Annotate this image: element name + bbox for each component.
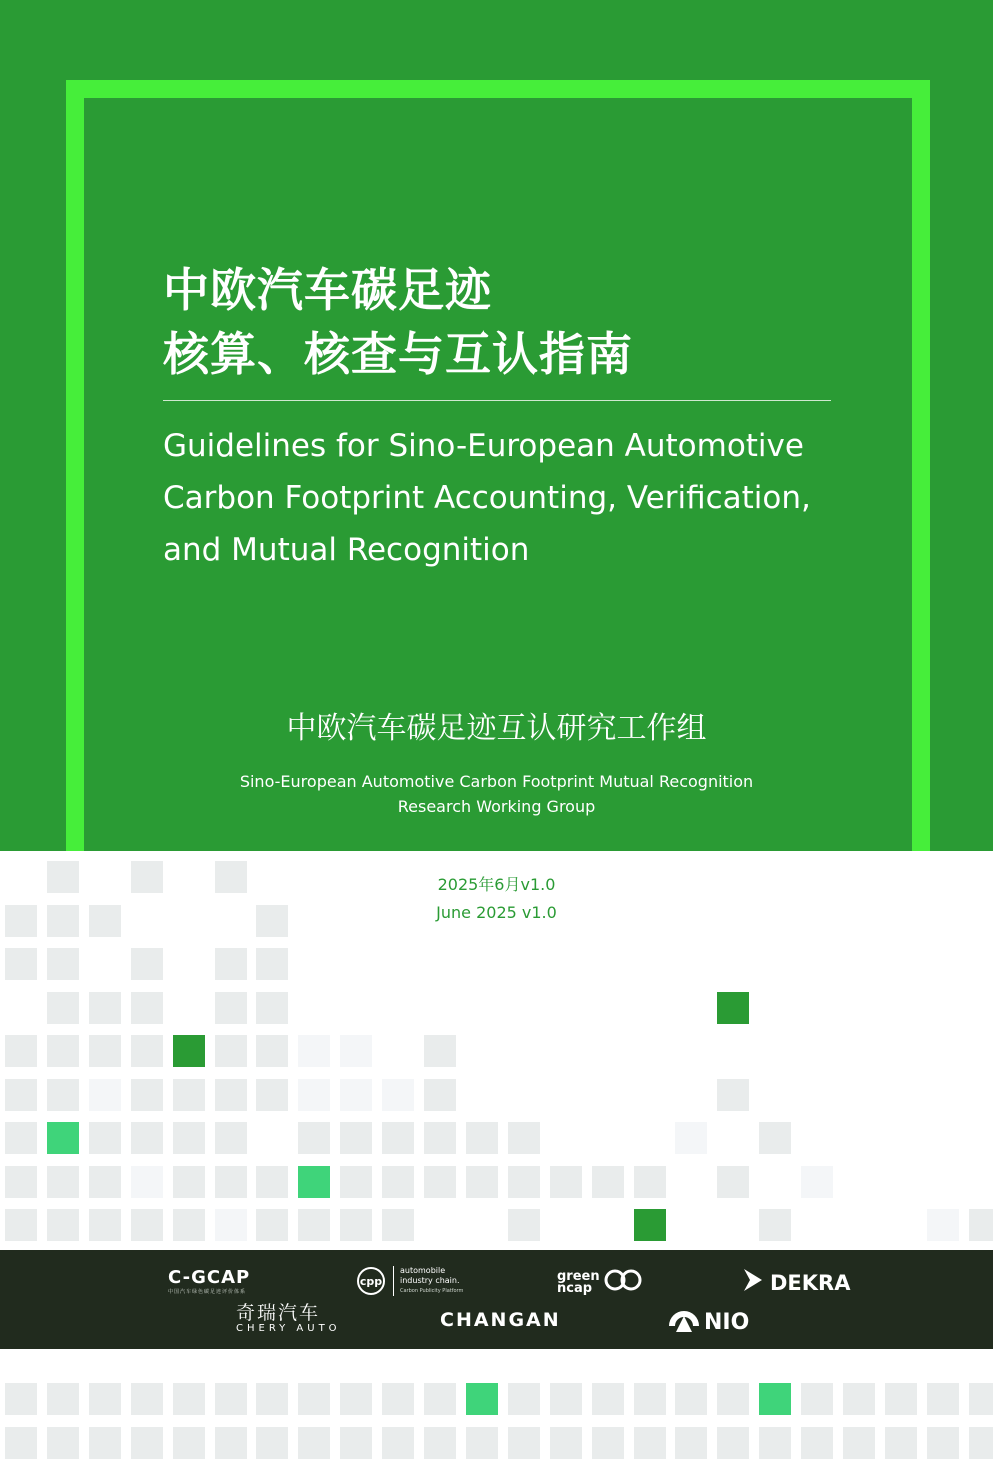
decorative-tile [47, 948, 79, 980]
decorative-tile [131, 1427, 163, 1459]
decorative-tile [717, 992, 749, 1024]
decorative-tile [382, 1383, 414, 1415]
working-group-chinese: 中欧汽车碳足迹互认研究工作组 [286, 711, 707, 746]
decorative-tile [592, 1383, 624, 1415]
decorative-tile [256, 1079, 288, 1111]
decorative-tile [89, 1079, 121, 1111]
title-chinese-line1: 中欧汽车碳足迹 [163, 263, 492, 317]
decorative-tile [508, 1427, 540, 1459]
cgcap-logo [168, 1268, 250, 1295]
decorative-tile [340, 1122, 372, 1154]
decorative-tile [424, 1166, 456, 1198]
decorative-tile [675, 1383, 707, 1415]
decorative-tile [215, 1079, 247, 1111]
decorative-tile [634, 1383, 666, 1415]
decorative-tile [340, 1209, 372, 1241]
nio-logo [668, 1304, 749, 1340]
decorative-tile [801, 1383, 833, 1415]
green-ncap-top: green [557, 1269, 600, 1284]
title-chinese-line2: 核算、核查与互认指南 [163, 327, 633, 381]
decorative-tile [843, 1427, 875, 1459]
decorative-tile [759, 1383, 791, 1415]
decorative-tile [382, 1427, 414, 1459]
decorative-tile [89, 1209, 121, 1241]
decorative-tile [256, 948, 288, 980]
decorative-tile [173, 1383, 205, 1415]
decorative-tile [5, 1079, 37, 1111]
decorative-tile [47, 1079, 79, 1111]
working-group-english-line2: Research Working Group [397, 797, 596, 816]
decorative-tile [382, 1166, 414, 1198]
decorative-tile [424, 1079, 456, 1111]
decorative-tile [717, 1427, 749, 1459]
decorative-tile [759, 1209, 791, 1241]
decorative-tile [256, 1383, 288, 1415]
decorative-tile [298, 1166, 330, 1198]
decorative-tile [173, 1122, 205, 1154]
decorative-tile [717, 1383, 749, 1415]
decorative-tile [215, 1166, 247, 1198]
decorative-tile [550, 1427, 582, 1459]
nio-mark-icon [668, 1304, 700, 1340]
decorative-tile [298, 1383, 330, 1415]
title-chinese [163, 258, 633, 386]
decorative-tile [340, 1383, 372, 1415]
decorative-tile [340, 1035, 372, 1067]
decorative-tile [340, 1166, 372, 1198]
decorative-tile [843, 1383, 875, 1415]
changan-logo: CHANGAN [440, 1309, 561, 1331]
decorative-tile [298, 1427, 330, 1459]
decorative-tile [131, 1209, 163, 1241]
decorative-tile [340, 1079, 372, 1111]
decorative-tile [717, 1079, 749, 1111]
decorative-tile [634, 1427, 666, 1459]
decorative-tile [89, 1427, 121, 1459]
decorative-tile [131, 1035, 163, 1067]
decorative-tile [969, 1209, 993, 1241]
decorative-tile [382, 1079, 414, 1111]
version-date-english: June 2025 v1.0 [436, 903, 557, 922]
decorative-tile [5, 1209, 37, 1241]
decorative-tile [173, 1209, 205, 1241]
decorative-tile [634, 1166, 666, 1198]
decorative-tile [89, 1122, 121, 1154]
decorative-tile [550, 1383, 582, 1415]
decorative-tile [5, 1122, 37, 1154]
decorative-tile [215, 992, 247, 1024]
decorative-tile [424, 1122, 456, 1154]
decorative-tile [47, 1427, 79, 1459]
decorative-tile [131, 948, 163, 980]
decorative-tile [131, 992, 163, 1024]
decorative-tile [508, 1383, 540, 1415]
decorative-tile [173, 1427, 205, 1459]
decorative-tile [550, 1166, 582, 1198]
decorative-tile [969, 1383, 993, 1415]
cgcap-logo-text: C-GCAP [168, 1267, 251, 1288]
decorative-tile [89, 992, 121, 1024]
decorative-tile [927, 1383, 959, 1415]
decorative-tile [89, 1035, 121, 1067]
decorative-tile [382, 1209, 414, 1241]
decorative-tile [424, 1035, 456, 1067]
decorative-tile [47, 1122, 79, 1154]
decorative-tile [634, 1209, 666, 1241]
decorative-tile [592, 1166, 624, 1198]
chery-logo-chinese: 奇瑞汽车 [236, 1302, 321, 1324]
decorative-tile [927, 1427, 959, 1459]
aic-carbon-platform-logo [357, 1266, 463, 1296]
decorative-tile [675, 1122, 707, 1154]
decorative-tile [424, 1383, 456, 1415]
decorative-tile [927, 1209, 959, 1241]
chery-logo [236, 1303, 341, 1335]
decorative-tile [131, 1166, 163, 1198]
decorative-tile [173, 1079, 205, 1111]
decorative-tile [592, 1427, 624, 1459]
title-divider [163, 400, 831, 401]
decorative-tile [298, 1122, 330, 1154]
decorative-tile [256, 1427, 288, 1459]
decorative-tile [5, 1383, 37, 1415]
green-ncap-bottom: ncap [557, 1281, 593, 1296]
decorative-tile [508, 1166, 540, 1198]
partner-logo-band [0, 1250, 993, 1349]
green-ncap-logo [557, 1269, 642, 1297]
decorative-tile [466, 1166, 498, 1198]
decorative-tile [5, 1166, 37, 1198]
decorative-tile [298, 1035, 330, 1067]
decorative-tile [131, 1383, 163, 1415]
aic-circle-icon: cpp [357, 1267, 385, 1295]
green-ncap-words [557, 1271, 600, 1295]
aic-line2: industry chain. [400, 1276, 460, 1285]
infinity-rings-icon [604, 1269, 642, 1297]
decorative-tile [466, 1122, 498, 1154]
decorative-tile [717, 1166, 749, 1198]
decorative-tile [215, 948, 247, 980]
decorative-tile [466, 1383, 498, 1415]
title-english: Guidelines for Sino-European Automotive Carbon Footprint Accounting, Verification, and Mutual Recognition [163, 428, 811, 568]
decorative-tile [340, 1427, 372, 1459]
dekra-logo [742, 1267, 850, 1299]
decorative-tile [508, 1209, 540, 1241]
aic-subtext: Carbon Publicity Platform [400, 1288, 464, 1294]
decorative-tile [5, 948, 37, 980]
cgcap-logo-subtext: 中国汽车绿色碳足迹评价体系 [168, 1289, 247, 1295]
decorative-tile [298, 1079, 330, 1111]
decorative-tile [215, 1209, 247, 1241]
decorative-tile [173, 1035, 205, 1067]
dekra-arrow-icon [742, 1267, 764, 1299]
decorative-tile [47, 1383, 79, 1415]
decorative-tile [382, 1122, 414, 1154]
aic-logo-text [393, 1266, 463, 1296]
decorative-tile [89, 1383, 121, 1415]
decorative-tile [508, 1122, 540, 1154]
nio-logo-text: NIO [704, 1309, 750, 1335]
decorative-tile [215, 1122, 247, 1154]
decorative-tile [131, 1122, 163, 1154]
decorative-tile [215, 1383, 247, 1415]
decorative-tile [885, 1383, 917, 1415]
dekra-logo-text: DEKRA [770, 1271, 851, 1295]
working-group-english [0, 769, 993, 819]
version-date-chinese: 2025年6月v1.0 [437, 875, 556, 894]
decorative-tile [215, 1427, 247, 1459]
decorative-tile [675, 1427, 707, 1459]
decorative-tile [47, 1209, 79, 1241]
version-date [0, 871, 993, 927]
decorative-tile [5, 1427, 37, 1459]
decorative-tile [801, 1427, 833, 1459]
aic-line1: automobile [400, 1266, 446, 1275]
decorative-tile [47, 1166, 79, 1198]
decorative-tile [759, 1122, 791, 1154]
decorative-tile [801, 1166, 833, 1198]
decorative-tile [47, 992, 79, 1024]
decorative-tile [256, 1035, 288, 1067]
decorative-tile [47, 1035, 79, 1067]
working-group-english-line1: Sino-European Automotive Carbon Footprint Mutual Recognition [239, 772, 754, 791]
decorative-tile [256, 1209, 288, 1241]
decorative-tile [89, 1166, 121, 1198]
decorative-tile [5, 1035, 37, 1067]
decorative-tile [885, 1427, 917, 1459]
decorative-tile [759, 1427, 791, 1459]
decorative-tile [215, 1035, 247, 1067]
decorative-tile [131, 1079, 163, 1111]
decorative-tile [298, 1209, 330, 1241]
decorative-tile [256, 992, 288, 1024]
decorative-tile [969, 1427, 993, 1459]
decorative-tile [466, 1427, 498, 1459]
chery-logo-english: CHERY AUTO [236, 1323, 341, 1334]
decorative-tile [424, 1427, 456, 1459]
decorative-tile [173, 1166, 205, 1198]
decorative-tile [256, 1166, 288, 1198]
